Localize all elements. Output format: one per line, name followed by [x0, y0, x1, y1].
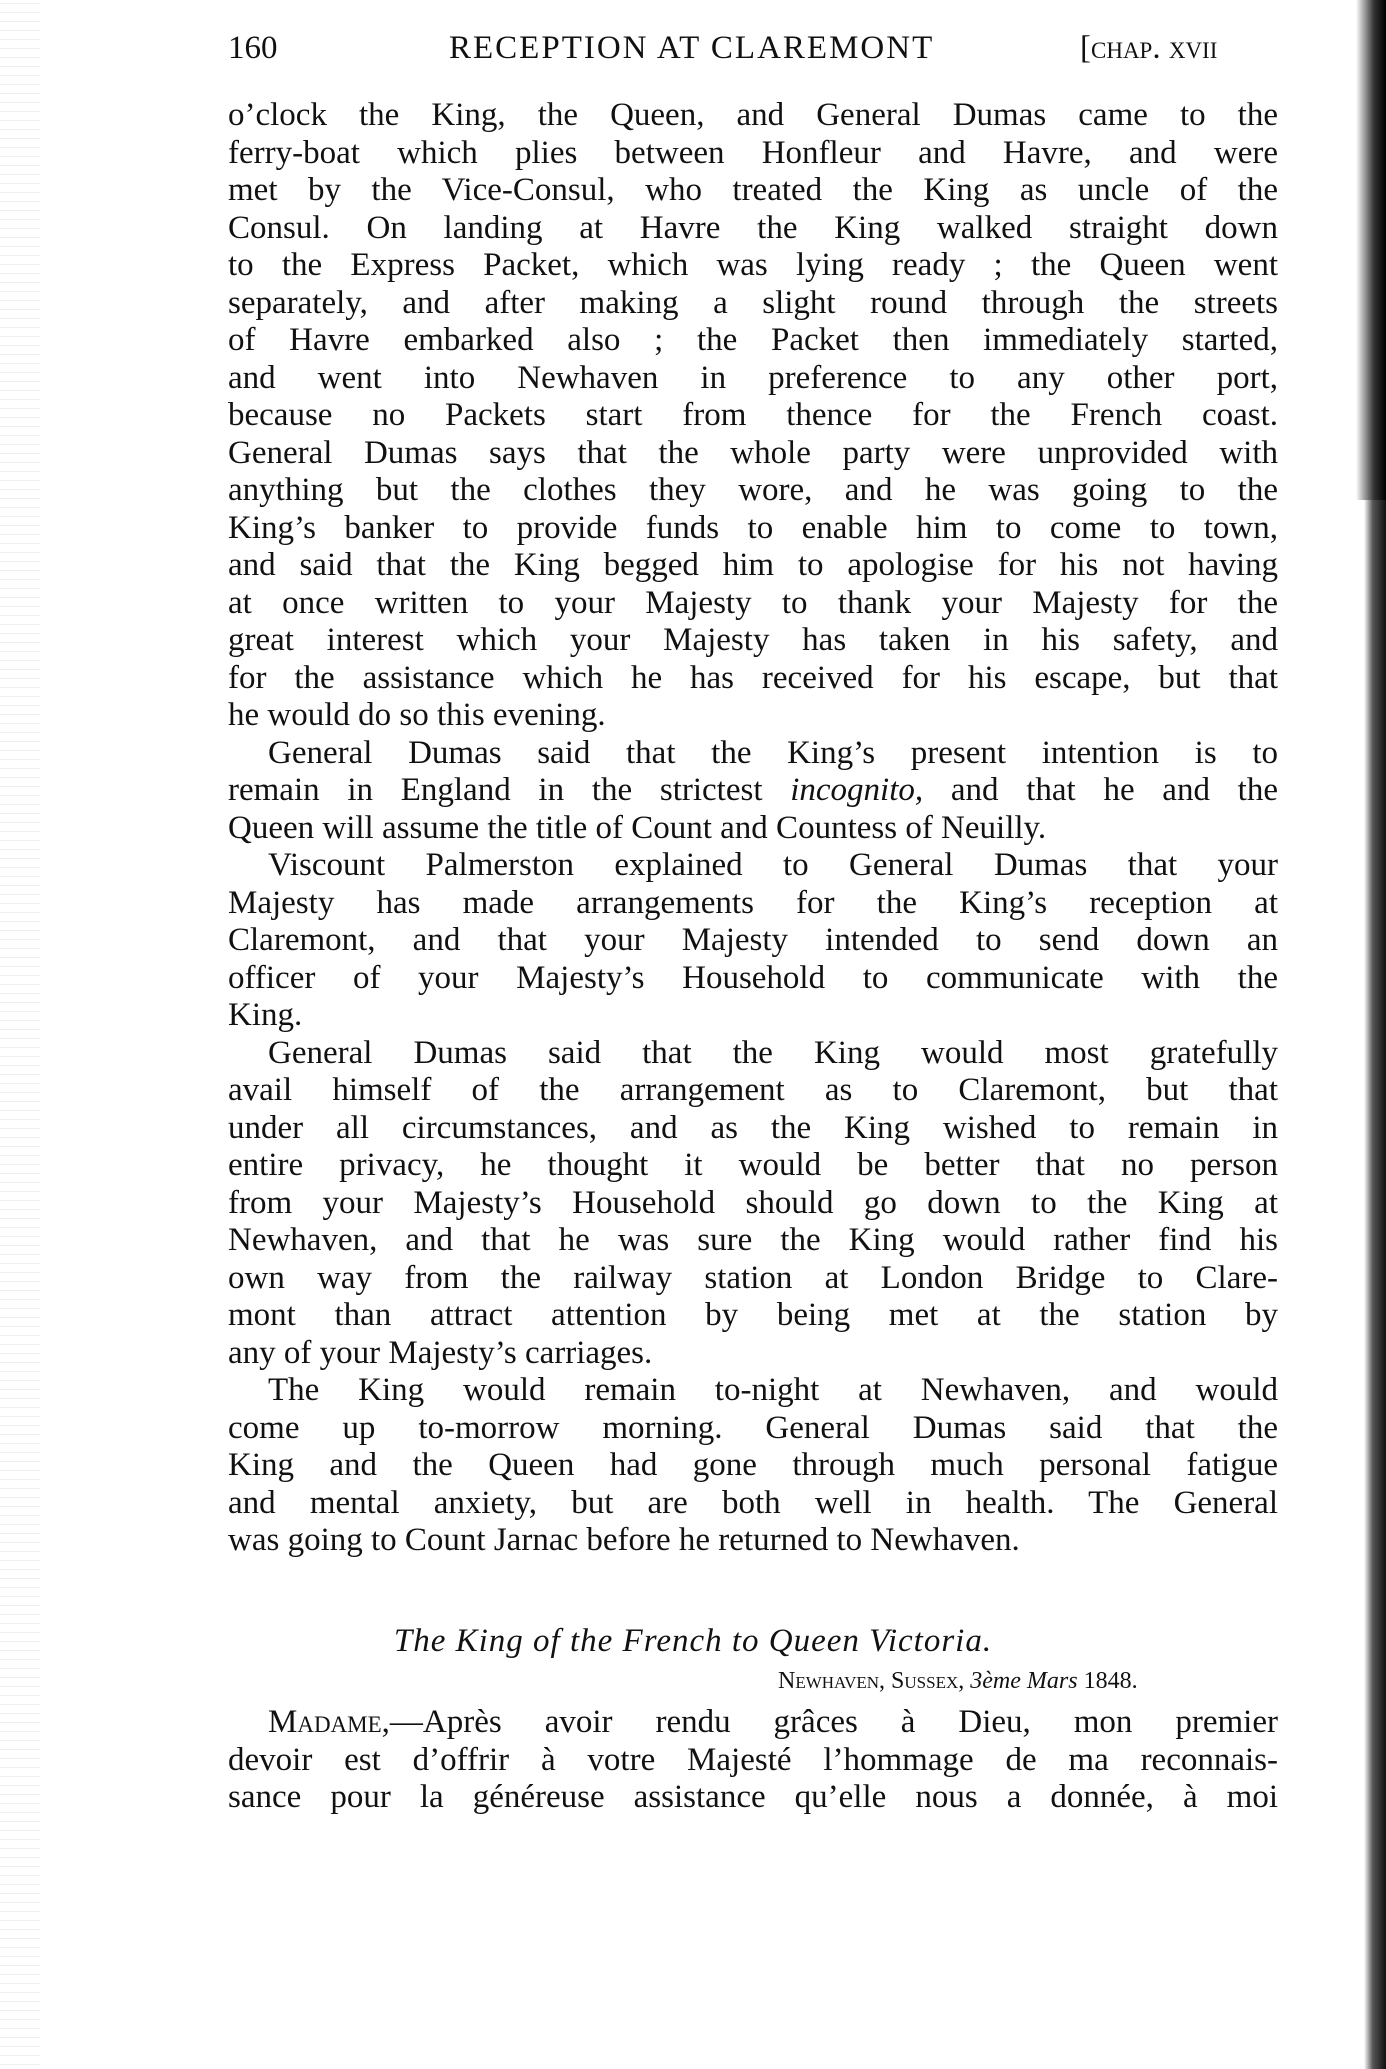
body-text — [228, 97, 1278, 1560]
running-title: RECEPTION AT CLAREMONT — [449, 30, 935, 66]
scan-edge-left — [0, 0, 40, 2069]
text-line: separately, and after making a slight round through the streets — [228, 284, 1278, 321]
text-line: come up to-morrow morning. General Dumas said that the — [228, 1409, 1278, 1446]
text-line: ferry-boat which plies between Honfleur and Havre, and were — [228, 134, 1278, 171]
text-line: for the assistance which he has received for his escape, but that — [228, 659, 1278, 696]
text-line: avail himself of the arrangement as to Claremont, but that — [228, 1072, 1278, 1108]
text-line: met by the Vice-Consul, who treated the King as uncle of the — [228, 172, 1278, 208]
text-line: King. — [228, 997, 303, 1033]
text-line: mont than attract attention by being met at the station by — [228, 1297, 1278, 1333]
paragraph — [228, 847, 1278, 1035]
text-segment: and that he and the — [923, 772, 1278, 808]
text-line: officer of your Majesty’s Household to communicate with the — [228, 959, 1278, 996]
text-segment: remain in England in the strictest — [228, 772, 791, 808]
text-line: Viscount Palmerston explained to General Dumas that your — [268, 847, 1278, 883]
text-line: King’s banker to provide funds to enable him to come to town, — [228, 509, 1278, 546]
text-line: because no Packets start from thence for the French coast. — [228, 397, 1278, 433]
paragraph — [228, 1372, 1278, 1560]
text-line: of Havre embarked also ; the Packet then immediately started, — [228, 322, 1278, 358]
text-line: any of your Majesty’s carriages. — [228, 1334, 653, 1371]
text-line: under all circumstances, and as the King wished to remain in — [228, 1109, 1278, 1146]
paragraph — [228, 1035, 1278, 1373]
text-line: from your Majesty’s Household should go down to the King at — [228, 1184, 1278, 1221]
text-line: Majesty has made arrangements for the King’s reception at — [228, 884, 1278, 921]
text-line: General Dumas said that the King’s present intention is to — [268, 734, 1278, 771]
text-segment: ,—Après avoir rendu grâces à Dieu, mon premier — [381, 1704, 1278, 1740]
page-number: 160 — [228, 30, 278, 66]
text-line: to the Express Packet, which was lying ready ; the Queen went — [228, 247, 1278, 283]
text-line: King and the Queen had gone through much personal fatigue — [228, 1447, 1278, 1483]
text-line: he would do so this evening. — [228, 697, 606, 733]
paragraph — [228, 97, 1278, 735]
text-line: o’clock the King, the Queen, and General Dumas came to the — [228, 97, 1278, 133]
text-line: was going to Count Jarnac before he returned to Newhaven. — [228, 1522, 1020, 1558]
letter-dateline — [778, 1668, 1138, 1695]
text-line: General Dumas says that the whole party were unprovided with — [228, 434, 1278, 471]
text-line: Newhaven, and that he was sure the King would rather find his — [228, 1222, 1278, 1258]
text-line: sance pour la généreuse assistance qu’elle nous a donnée, à moi — [228, 1779, 1278, 1815]
text-line: at once written to your Majesty to thank your Majesty for the — [228, 584, 1278, 621]
text-line: and said that the King begged him to apologise for his not having — [228, 547, 1278, 583]
text-line: and mental anxiety, but are both well in health. The General — [228, 1484, 1278, 1521]
text-line: devoir est d’offrir à votre Majesté l’hommage de ma reconnais- — [228, 1741, 1278, 1778]
italic-text: 3ème Mars — [970, 1668, 1078, 1694]
text-line: Claremont, and that your Majesty intended to send down an — [228, 922, 1278, 958]
text-line: Queen will assume the title of Count and Countess of Neuilly. — [228, 809, 1047, 846]
text-line — [228, 772, 1278, 810]
small-caps-text: Madame — [268, 1704, 382, 1740]
text-line: anything but the clothes they wore, and he was going to the — [228, 472, 1278, 508]
text-line — [778, 1668, 1138, 1695]
paragraph — [228, 735, 1278, 848]
text-line — [228, 1704, 1278, 1742]
letter-title: The King of the French to Queen Victoria. — [393, 1623, 993, 1659]
text-line: Consul. On landing at Havre the King walked straight down — [228, 209, 1278, 246]
text-line: entire privacy, he thought it would be better that no person — [228, 1147, 1278, 1183]
text-segment: 1848. — [1077, 1668, 1138, 1694]
small-caps-text: Newhaven, Sussex, — [778, 1668, 971, 1694]
text-line: own way from the railway station at London Bridge to Clare- — [228, 1259, 1278, 1296]
text-line: and went into Newhaven in preference to any other port, — [228, 359, 1278, 396]
chapter-label: [chap. xvii — [1080, 30, 1218, 66]
text-line: great interest which your Majesty has taken in his safety, and — [228, 622, 1278, 658]
italic-text: incognito, — [790, 772, 924, 808]
text-line: The King would remain to-night at Newhaven, and would — [268, 1372, 1278, 1408]
scan-edge-right-top — [1356, 0, 1386, 500]
text-line: General Dumas said that the King would most gratefully — [268, 1034, 1278, 1071]
letter-text — [228, 1704, 1278, 1817]
